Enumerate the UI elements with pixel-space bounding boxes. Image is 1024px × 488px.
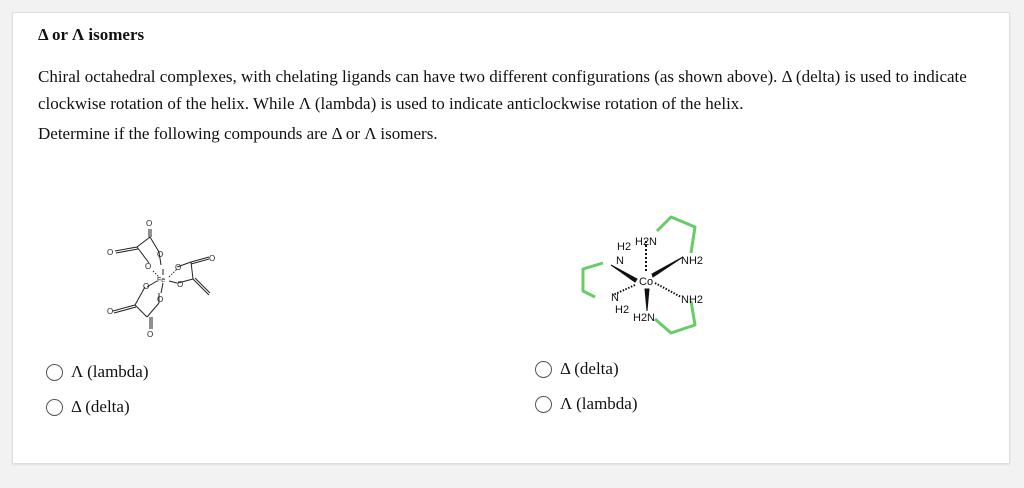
compound1-o-label: O	[145, 262, 152, 271]
compound1-structure	[91, 207, 216, 339]
compound1-o-label: O	[143, 282, 150, 291]
option-label: Δ (delta)	[560, 359, 619, 378]
compound1-o-label: O	[177, 280, 184, 289]
compound2-nh2-label: NH2	[681, 255, 704, 267]
question-title: Δ or Λ isomers	[38, 25, 145, 44]
radio-button[interactable]	[46, 364, 63, 381]
compound1-o-label: O	[146, 219, 153, 228]
radio-button[interactable]	[535, 361, 552, 378]
compound2-option-delta[interactable]	[535, 359, 619, 379]
compound2-option-lambda[interactable]	[535, 394, 638, 414]
compound1-o-label: O	[107, 248, 114, 257]
radio-button[interactable]	[46, 399, 63, 416]
radio-button[interactable]	[535, 396, 552, 413]
compound2-n-label: N	[611, 292, 619, 304]
compound2-h2-label: H2	[617, 241, 632, 253]
compound2-h2-label: H2	[615, 304, 630, 316]
compound1-metal-label: Fe	[157, 277, 166, 284]
question-prompt: Determine if the following compounds are Δ or Λ isomers.	[38, 124, 438, 143]
option-label: Λ (lambda)	[71, 362, 149, 381]
compound1-option-lambda[interactable]	[46, 362, 149, 382]
compound1-o-label: O	[157, 295, 164, 304]
compound1-o-label: O	[147, 330, 154, 339]
compound2-h2n-label: H2N	[633, 312, 656, 324]
compound1-o-label: O	[175, 263, 182, 272]
compound1-o-label: O	[209, 254, 216, 263]
question-card	[12, 12, 1010, 464]
option-label: Λ (lambda)	[560, 394, 638, 413]
compound2-n-label: N	[616, 255, 624, 267]
question-paragraph: Chiral octahedral complexes, with chelating ligands can have two different configurations (as shown above). Δ (delta) is used to indicate clockwise rotation of the helix. While Λ (lambda) is used to indicate anticlockwise rotation of the helix.	[38, 67, 967, 113]
option-label: Δ (delta)	[71, 397, 130, 416]
compound2-structure	[573, 209, 723, 339]
compound2-metal-label: Co	[639, 276, 654, 288]
compound1-o-label: O	[107, 307, 114, 316]
compound1-o-label: O	[157, 250, 164, 259]
compound1-option-delta[interactable]	[46, 397, 130, 417]
compound2-nh2-label: NH2	[681, 294, 704, 306]
compound2-h2n-label: H2N	[635, 236, 658, 248]
